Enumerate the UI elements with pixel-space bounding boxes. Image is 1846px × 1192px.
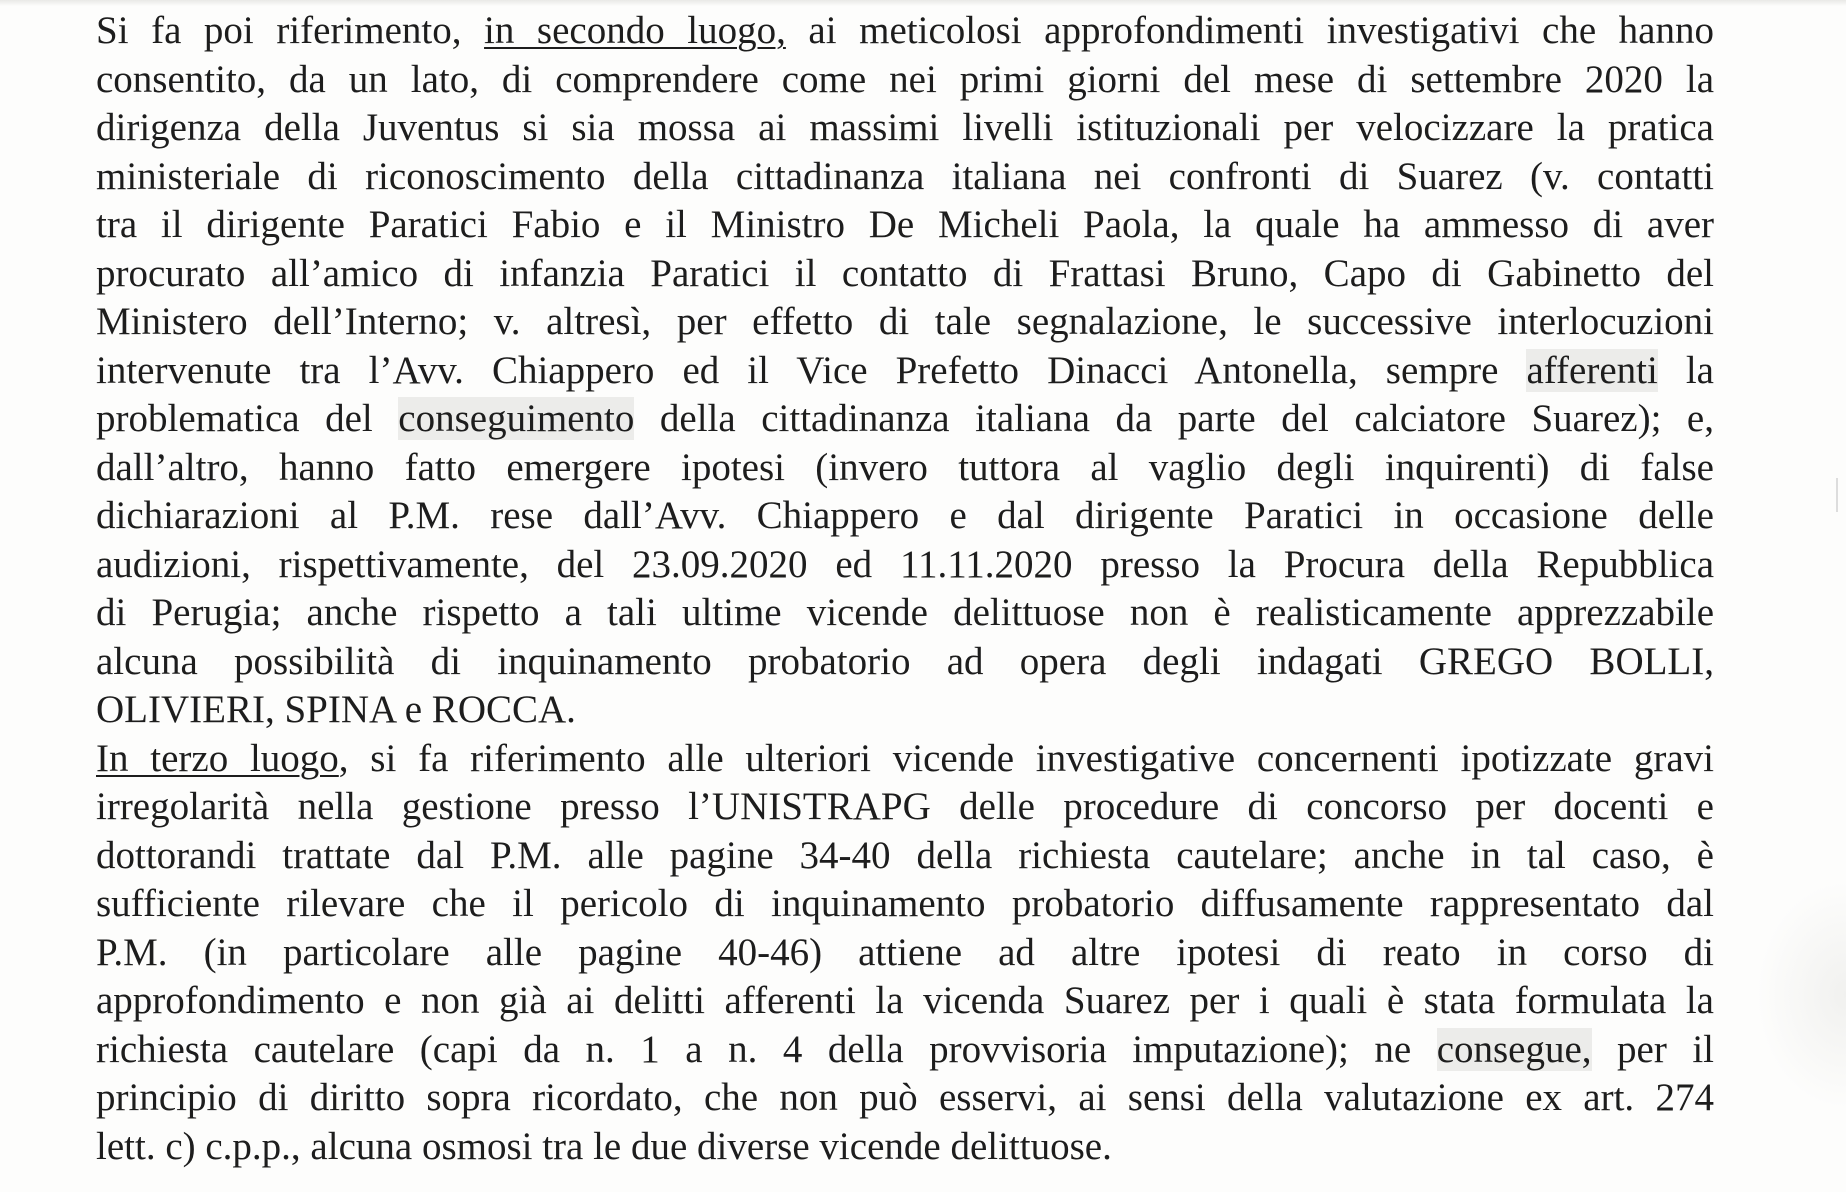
text-run: dichiarazioni al P.M. rese dall’Avv. Chiappero e dal dirigente Paratici in occasione delle	[96, 494, 1714, 537]
document-body	[96, 7, 1714, 1171]
text-run: problematica del	[96, 397, 399, 440]
text-line	[96, 832, 1714, 881]
text-run: sufficiente rilevare che il pericolo di inquinamento probatorio diffusamente rappresentato dal	[96, 882, 1714, 925]
text-run: dirigenza della Juventus si sia mossa ai massimi livelli istituzionali per velocizzare la pratica	[96, 106, 1714, 149]
text-line	[96, 880, 1714, 929]
text-line	[96, 250, 1714, 299]
shaded-word: conseguimento	[398, 397, 635, 440]
text-line	[96, 929, 1714, 978]
text-run: OLIVIERI, SPINA e ROCCA.	[96, 688, 576, 731]
paragraph	[96, 735, 1714, 1172]
text-line	[96, 104, 1714, 153]
text-run: dall’altro, hanno fatto emergere ipotesi (invero tuttora al vaglio degli inquirenti) di false	[96, 445, 1714, 489]
text-run: lett. c) c.p.p., alcuna osmosi tra le due diverse vicende delittuose.	[96, 1124, 1112, 1168]
text-line	[96, 977, 1714, 1026]
scan-top-edge	[0, 0, 1846, 6]
text-line	[96, 783, 1714, 832]
shaded-word: consegue,	[1436, 1027, 1592, 1071]
text-run: principio di diritto sopra ricordato, che non può esservi, ai sensi della valutazione ex art. 274	[96, 1076, 1714, 1119]
text-line	[96, 1026, 1714, 1075]
text-line	[96, 56, 1714, 105]
text-run: Si fa poi riferimento,	[96, 9, 485, 52]
text-line	[96, 153, 1714, 202]
text-run: ministeriale di riconoscimento della cittadinanza italiana nei confronti di Suarez (v. contatti	[96, 154, 1714, 198]
text-line	[96, 589, 1714, 638]
margin-scan-mark	[1836, 478, 1846, 512]
text-run: irregolarità nella gestione presso l’UNISTRAPG delle procedure di concorso per docenti e	[96, 785, 1714, 828]
text-run: audizioni, rispettivamente, del 23.09.2020 ed 11.11.2020 presso la Procura della Repubblica	[96, 542, 1714, 586]
text-run: di Perugia; anche rispetto a tali ultime vicende delittuose non è realisticamente apprezzabile	[96, 591, 1714, 634]
underlined-phrase: in secondo luogo,	[484, 9, 786, 52]
text-run: intervenute tra l’Avv. Chiappero ed il Vice Prefetto Dinacci Antonella, sempre	[96, 348, 1527, 392]
text-run: procurato all’amico di infanzia Paratici il contatto di Frattasi Bruno, Capo di Gabinetto del	[96, 251, 1714, 295]
text-run: per il	[1591, 1027, 1714, 1071]
shaded-word: afferenti	[1526, 348, 1658, 392]
text-line	[96, 298, 1714, 347]
text-run: richiesta cautelare (capi da n. 1 a n. 4 della provvisoria imputazione); ne	[96, 1027, 1437, 1071]
text-run: Ministero dell’Interno; v. altresì, per effetto di tale segnalazione, le successive interlocuzioni	[96, 300, 1714, 343]
margin-scan-smudge	[1756, 880, 1846, 1110]
text-line	[96, 686, 1714, 735]
text-line	[96, 541, 1714, 590]
text-line	[96, 492, 1714, 541]
text-line	[96, 347, 1714, 396]
text-run: la	[1657, 348, 1714, 392]
text-run: P.M. (in particolare alle pagine 40-46) attiene ad altre ipotesi di reato in corso di	[96, 930, 1714, 974]
text-run: tra il dirigente Paratici Fabio e il Ministro De Micheli Paola, la quale ha ammesso di aver	[96, 203, 1714, 246]
text-line	[96, 444, 1714, 493]
text-line	[96, 735, 1714, 784]
text-run: ai meticolosi approfondimenti investigativi che hanno	[785, 9, 1714, 52]
text-line	[96, 1074, 1714, 1123]
text-line	[96, 7, 1714, 56]
text-run: dottorandi trattate dal P.M. alle pagine 34-40 della richiesta cautelare; anche in tal caso, è	[96, 833, 1714, 877]
paragraph	[96, 7, 1714, 735]
text-line	[96, 1123, 1714, 1172]
text-run: , si fa riferimento alle ulteriori vicende investigative concernenti ipotizzate gravi	[338, 736, 1714, 780]
text-run: della cittadinanza italiana da parte del calciatore Suarez); e,	[634, 397, 1714, 440]
text-run: approfondimento e non già ai delitti afferenti la vicenda Suarez per i quali è stata formulata la	[96, 979, 1714, 1022]
text-line	[96, 201, 1714, 250]
text-run: consentito, da un lato, di comprendere come nei primi giorni del mese di settembre 2020 la	[96, 57, 1714, 101]
underlined-phrase: In terzo luogo	[96, 736, 339, 780]
text-line	[96, 638, 1714, 687]
text-line	[96, 395, 1714, 444]
text-run: alcuna possibilità di inquinamento probatorio ad opera degli indagati GREGO BOLLI,	[96, 639, 1714, 683]
